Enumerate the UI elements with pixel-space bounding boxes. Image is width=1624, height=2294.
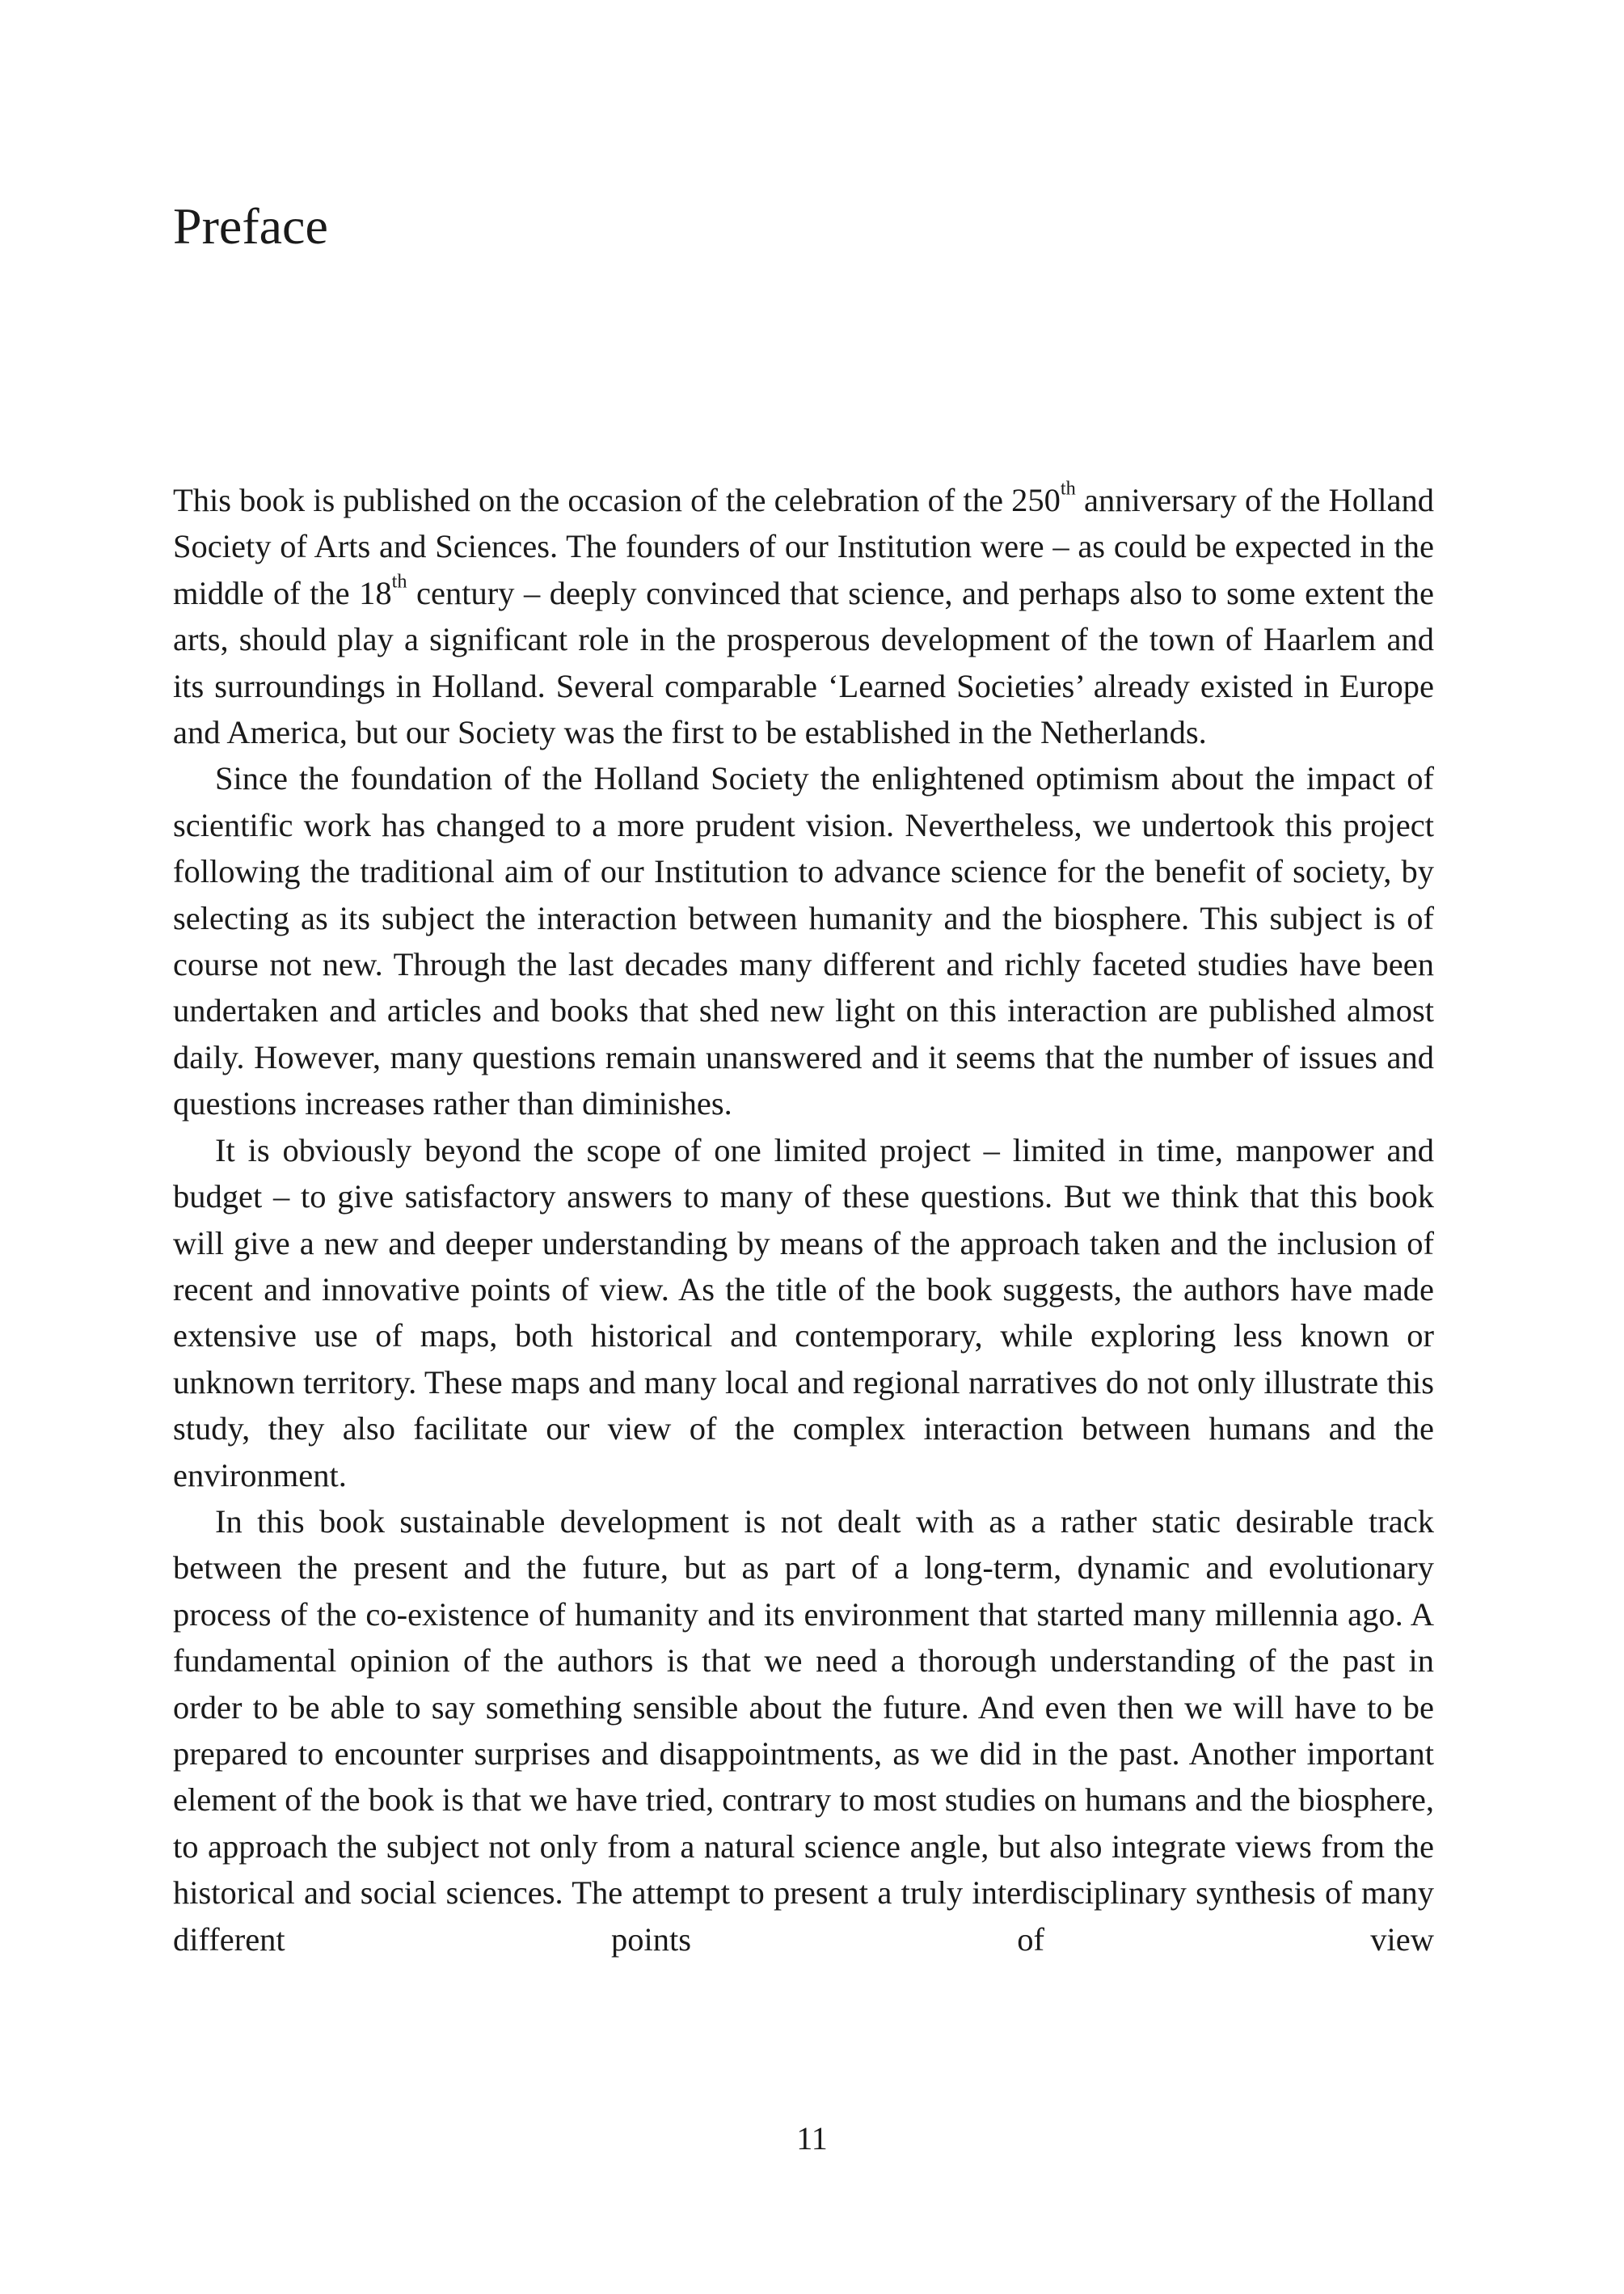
paragraph-3: It is obviously beyond the scope of one limited project – limited in time, manpower and budget – to give satisfactory answers to many of these questions. But we think that this book will give a new and deeper understanding by means of the approach taken and the inclusion of recent and innovative points of view. As the title of the book suggests, the authors have made extensive use of maps, both historical and contemporary, while exploring less known or unknown territory. These maps and many local and regional narratives do not only illustrate this study, they also facilitate our view of the complex interaction between humans and the environment. [173, 1131, 1434, 1493]
body-text [173, 477, 1434, 1962]
paragraph-1-text-a: This book is published on the occasion of the celebration of the 250 [173, 482, 1061, 518]
paragraph-1-text-c: century – deeply convinced that science, and perhaps also to some extent the arts, should play a significant role in the prosperous development of the town of Haarlem and its surroundings in Holland. Several comparable ‘Learned Societies’ already existed in Europe and America, but our Society was the first to be established in the Netherlands. [173, 574, 1435, 751]
page-number: 11 [796, 2120, 828, 2157]
paragraph-1 [173, 477, 1434, 755]
page-title: Preface [173, 197, 328, 255]
ordinal-suffix: th [391, 570, 407, 593]
paragraph-4: In this book sustainable development is not dealt with as a rather static desirable track between the present and the future, but as part of a long-term, dynamic and evolutionary process of the co-existence of humanity and its environment that started many millennia ago. A fundamental opinion of the authors is that we need a thorough understanding of the past in order to be able to say something sensible about the future. And even then we will have to be prepared to encounter surprises and disappointments, as we did in the past. Another important element of the book is that we have tried, contrary to most studies on humans and the biosphere, to approach the subject not only from a natural science angle, but also integrate views from the historical and social sciences. The attempt to present a truly interdisciplinary synthesis of many different points of view [173, 1502, 1435, 1958]
ordinal-suffix: th [1060, 477, 1076, 500]
paragraph-1-text-b: anniversary of the Holland Society of Arts and Sciences. The founders of our Institution were – as could be expected in the middle of the 18 [173, 482, 1434, 611]
paragraph-2: Since the foundation of the Holland Society the enlightened optimism about the impact of scientific work has changed to a more prudent vision. Nevertheless, we undertook this project following the traditional aim of our Institution to advance science for the benefit of society, by selecting as its subject the interaction between humanity and the biosphere. This subject is of course not new. Through the last decades many different and richly faceted studies have been undertaken and articles and books that shed new light on this interaction are published almost daily. However, many questions remain unanswered and it seems that the number of issues and questions increases rather than diminishes. [173, 760, 1434, 1122]
